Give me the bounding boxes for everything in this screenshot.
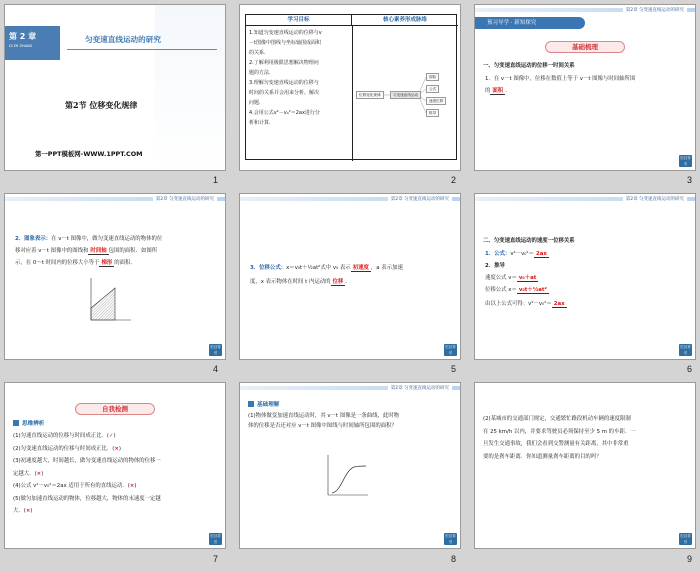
objective-line: 问题. — [249, 100, 261, 106]
slide-number-4: 4 — [213, 364, 219, 374]
answer-blank: v₀＋at — [518, 275, 537, 281]
square-bullet-icon — [13, 420, 19, 426]
chapter-badge: 第 2 章 DI ER ZHANG — [5, 26, 60, 60]
content-line: 度，x 表示物体在时间 t 内运动的 位移 ． — [250, 279, 351, 285]
map-node: 匀变速直线运动 — [390, 91, 421, 99]
footer-text: 第一PPT模板网-WWW.1PPT.COM — [35, 150, 143, 158]
slide-thumbnail-9[interactable] — [474, 382, 696, 549]
content-line: 2．图象表示：在 v－t 图像中，做匀变速直线运动的物体的位 — [15, 236, 163, 242]
slide-thumbnail-7[interactable] — [4, 382, 226, 549]
list-item: (4)公式 v²－v₀²＝2ax 适用于所有的直线运动．(×) — [13, 483, 137, 489]
answer-blank: v₀t＋½at² — [518, 287, 547, 293]
answer-blank: 初速度 — [352, 265, 369, 271]
section-heading: 二、匀变速直线运动的速度一位移关系 — [483, 238, 575, 244]
answer-blank: 梯形 — [101, 260, 113, 266]
objective-line: 2.了解利用极限思想解决物理问 — [249, 60, 319, 66]
slide-header: 第2章 匀变速直线运动的研究 — [5, 194, 225, 203]
slide-number-6: 6 — [687, 364, 693, 374]
slide-thumbnail-1[interactable] — [4, 4, 226, 171]
list-item: (3)初速度越大，时间越长，做匀变速直线运动的物体的位移一 — [13, 458, 161, 464]
answer-blank: 位移 — [332, 279, 344, 285]
velocity-time-graph — [85, 276, 133, 324]
objective-line: 的关系. — [249, 50, 266, 56]
answer-blank: 时间轴 — [90, 248, 107, 254]
return-button[interactable]: 栏目导引 — [680, 345, 691, 355]
slide-number-8: 8 — [451, 554, 457, 564]
objectives-list — [249, 28, 351, 128]
objective-line: 3.理解匀变速直线运动的位移与 — [249, 80, 319, 86]
answer-blank: 2ax — [553, 301, 565, 307]
content-line: 的 面积 ． — [485, 88, 511, 94]
slide-header: 第2章 匀变速直线运动的研究 — [475, 5, 695, 14]
chapter-title: 匀变速直线运动的研究 — [67, 28, 217, 50]
return-button[interactable]: 栏目导引 — [445, 534, 456, 544]
objective-line: 题的方法. — [249, 70, 271, 76]
slide-thumbnail-4[interactable] — [4, 193, 226, 360]
slide-number-3: 3 — [687, 175, 693, 185]
return-button[interactable]: 栏目导引 — [680, 534, 691, 544]
return-button[interactable]: 栏目导引 — [210, 345, 221, 355]
list-item: (5)做匀加速直线运动的物体，位移越大，物体的末速度一定越 — [13, 495, 161, 502]
slide-header: 第2章 匀变速直线运动的研究 — [475, 194, 695, 203]
objective-line: 时间的关系并会用来分析、解决 — [249, 90, 320, 96]
slide-number-2: 2 — [451, 175, 457, 185]
slide-number-9: 9 — [687, 554, 693, 564]
slide-thumbnail-6[interactable] — [474, 193, 696, 360]
content-line: 示，在 0～t 时间内的位移大小等于 梯形 的面积． — [15, 260, 136, 266]
slide-header: 第2章 匀变速直线运动的研究 — [240, 383, 460, 392]
map-node: 公式 — [426, 85, 439, 93]
content-line: 由以上公式可得：v²－v₀²＝ 2ax — [485, 301, 565, 307]
objective-line: 4.会用公式v²－v₀²＝2ax进行分 — [249, 110, 320, 116]
square-bullet-icon — [248, 401, 254, 407]
slide-number-5: 5 — [451, 364, 457, 374]
slide-number-1: 1 — [213, 175, 219, 185]
thinking-label: 思维辨析 — [13, 419, 44, 427]
list-item: 定越大．(×) — [13, 470, 44, 477]
content-line: 3．位移公式：x＝v₀t＋½at²式中 v₀ 表示 初速度 ，a 表示加速 — [250, 265, 403, 271]
table-header-core: 核心素养形成脉络 — [352, 15, 458, 26]
list-item: 大．(×) — [13, 508, 33, 514]
question-text: (1)物体做变加速直线运动时，其 v－t 图像是一条曲线，此时物 体的位移是否还对应 v－t 图像中图线与时间轴所包围的面积？ — [248, 413, 400, 429]
map-node: 面积 — [426, 73, 439, 81]
table-header-objectives: 学习目标 — [246, 15, 352, 26]
question-text: (2)某城市的交通部门规定，交通繁忙路段机动车辆的速度限制 在 25 km/h 以内，并要求驾驶员必须保持至少 5 m 的车距．一 旦发生交通事故，我们会看到交警测量有关距离，其中非常重 要的是刹车距离．你知道测量刹车距离的目的吗？ — [483, 416, 636, 460]
slide-header: 第2章 匀变速直线运动的研究 — [240, 194, 460, 203]
return-button[interactable]: 栏目导引 — [445, 345, 456, 355]
concept-mind-map — [356, 65, 456, 125]
curve-vt-graph — [322, 453, 372, 501]
map-node: 位移变化规律 — [356, 91, 384, 99]
content-line: 1．公式：v²－v₀²＝ 2ax — [485, 251, 547, 257]
slide-thumbnail-3[interactable] — [474, 4, 696, 171]
slide-thumbnail-5[interactable] — [239, 193, 461, 360]
objective-line: －t图像中图线与坐标轴围成面积 — [249, 40, 321, 46]
slide-thumbnail-8[interactable] — [239, 382, 461, 549]
answer-blank: 2ax — [535, 251, 547, 257]
list-item: (1)匀速直线运动的位移与时间成正比．(✓) — [13, 433, 116, 439]
section-banner: 预习导学 · 新知探究 — [475, 17, 585, 29]
table-divider — [352, 26, 353, 161]
content-line: 速度公式 v＝ v₀＋at — [485, 275, 537, 281]
section-title: 第2节 位移变化规律 — [65, 100, 138, 110]
objectives-table — [245, 14, 457, 160]
list-item: (2)匀变速直线运动的位移与时间成正比．(×) — [13, 445, 122, 452]
judgement-list — [13, 430, 161, 518]
map-node: 推导 — [426, 109, 439, 117]
self-check-pill: 自我检测 — [75, 403, 155, 415]
return-button[interactable]: 栏目导引 — [680, 156, 691, 166]
objective-line: 1.知道匀变速直线运动的位移与v — [249, 30, 322, 36]
content-line: 1．在 v－t 图像中，位移在数值上等于 v－t 图像与时间轴所围 — [485, 76, 636, 82]
slide-number-7: 7 — [213, 554, 219, 564]
content-line: 移对应着 v－t 图像中的图线和 时间轴 包围的面积．如图所 — [15, 248, 158, 254]
return-button[interactable]: 栏目导引 — [210, 534, 221, 544]
objective-line: 析和计算. — [249, 120, 271, 126]
slide-thumbnail-2[interactable] — [239, 4, 461, 171]
section-heading: 一、匀变速直线运动的位移一时间关系 — [483, 63, 575, 69]
map-node: 速度位移 — [426, 97, 446, 105]
answer-blank: 面积 — [492, 88, 504, 94]
content-line: 位移公式 x＝ v₀t＋½at² — [485, 287, 547, 293]
basics-pill: 基础梳理 — [545, 41, 625, 53]
content-line: 2．推导 — [485, 263, 505, 269]
understanding-label: 基础理解 — [248, 400, 279, 408]
